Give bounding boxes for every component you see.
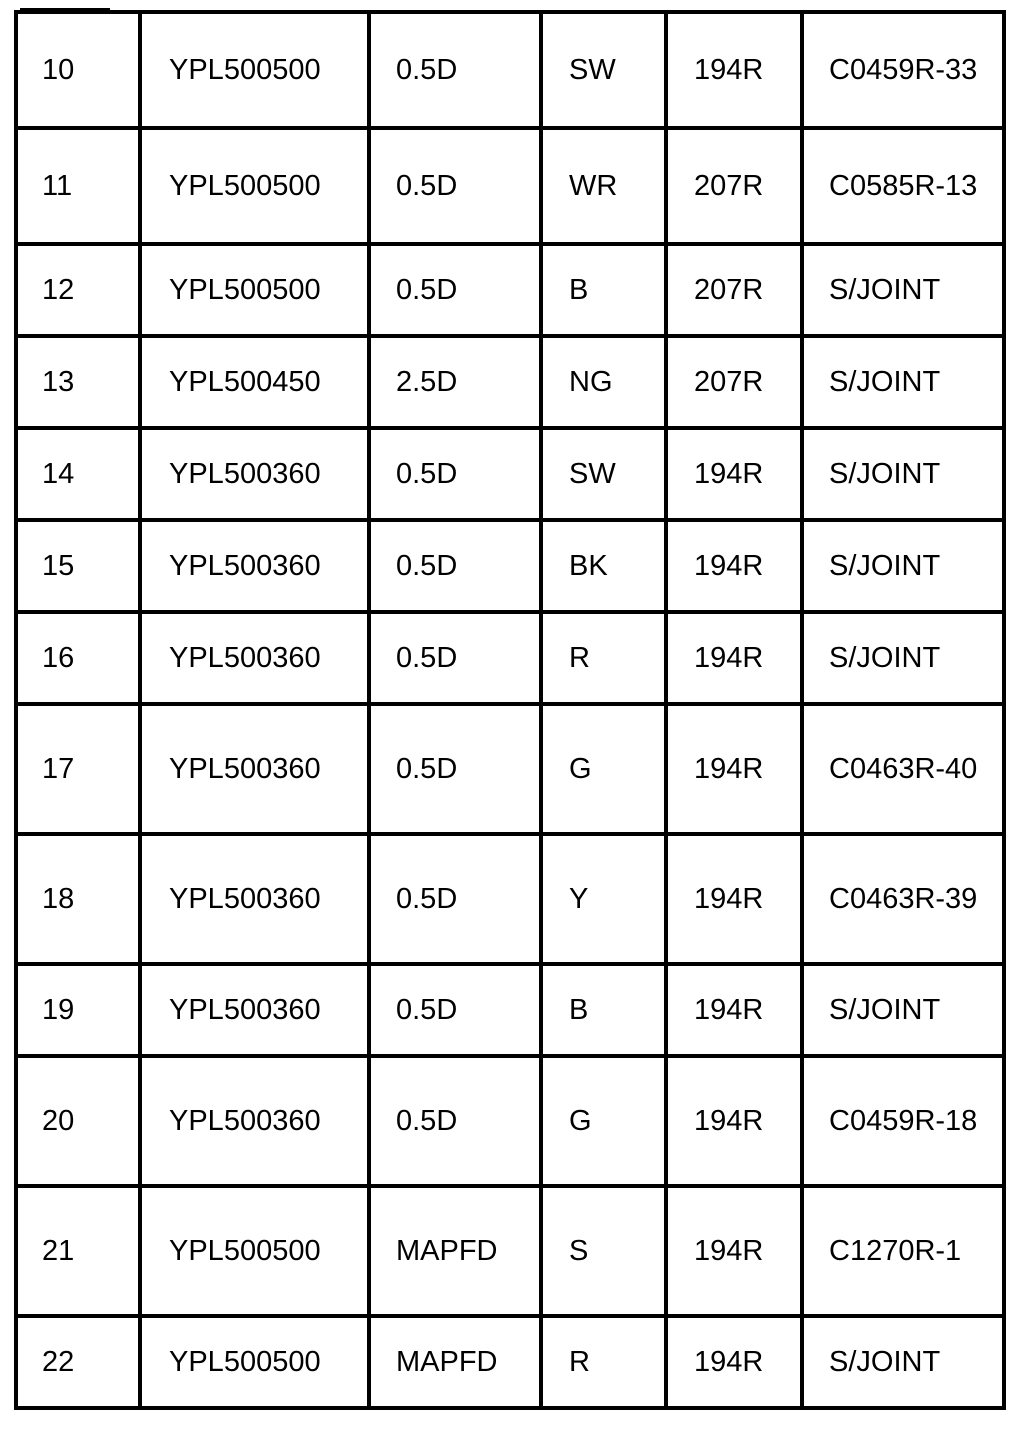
- connection: S/JOINT: [802, 244, 1004, 336]
- connection: C0585R-13: [802, 128, 1004, 244]
- part-number: YPL500450: [140, 336, 369, 428]
- spec-code: 194R: [666, 520, 802, 612]
- wire-color: BK: [541, 520, 666, 612]
- wire-size: MAPFD: [369, 1316, 541, 1408]
- part-number: YPL500500: [140, 12, 369, 128]
- row-number: 19: [16, 964, 140, 1056]
- wire-color: SW: [541, 12, 666, 128]
- wire-color: B: [541, 964, 666, 1056]
- wire-color: R: [541, 612, 666, 704]
- spec-code: 194R: [666, 12, 802, 128]
- wire-size: 0.5D: [369, 964, 541, 1056]
- wire-color: B: [541, 244, 666, 336]
- part-number: YPL500360: [140, 428, 369, 520]
- connection: S/JOINT: [802, 520, 1004, 612]
- row-number: 11: [16, 128, 140, 244]
- wire-size: 0.5D: [369, 128, 541, 244]
- row-number: 16: [16, 612, 140, 704]
- spec-code: 194R: [666, 1056, 802, 1186]
- table-row: [16, 704, 1004, 834]
- wire-size: 0.5D: [369, 834, 541, 964]
- part-number: YPL500500: [140, 128, 369, 244]
- row-number: 20: [16, 1056, 140, 1186]
- wire-color: WR: [541, 128, 666, 244]
- spec-code: 207R: [666, 244, 802, 336]
- table-row: [16, 244, 1004, 336]
- table-row: [16, 612, 1004, 704]
- table-row: [16, 1316, 1004, 1408]
- wire-size: 0.5D: [369, 704, 541, 834]
- table-row: [16, 834, 1004, 964]
- wire-color: Y: [541, 834, 666, 964]
- part-number: YPL500360: [140, 834, 369, 964]
- row-number: 12: [16, 244, 140, 336]
- wire-size: 0.5D: [369, 520, 541, 612]
- table-row: [16, 12, 1004, 128]
- wire-size: 0.5D: [369, 612, 541, 704]
- table-row: [16, 520, 1004, 612]
- row-number: 17: [16, 704, 140, 834]
- wire-color: NG: [541, 336, 666, 428]
- row-number: 15: [16, 520, 140, 612]
- connection: C0459R-33: [802, 12, 1004, 128]
- spec-code: 194R: [666, 964, 802, 1056]
- wire-size: 2.5D: [369, 336, 541, 428]
- row-number: 14: [16, 428, 140, 520]
- table-row: [16, 336, 1004, 428]
- connection: C1270R-1: [802, 1186, 1004, 1316]
- row-number: 21: [16, 1186, 140, 1316]
- table-row: [16, 128, 1004, 244]
- spec-code: 194R: [666, 704, 802, 834]
- table-row: [16, 428, 1004, 520]
- part-number: YPL500500: [140, 1316, 369, 1408]
- row-number: 18: [16, 834, 140, 964]
- wire-color: S: [541, 1186, 666, 1316]
- connection: S/JOINT: [802, 612, 1004, 704]
- spec-code: 194R: [666, 428, 802, 520]
- wire-color: R: [541, 1316, 666, 1408]
- connection: S/JOINT: [802, 428, 1004, 520]
- row-number: 10: [16, 12, 140, 128]
- wire-color: SW: [541, 428, 666, 520]
- spec-code: 207R: [666, 128, 802, 244]
- wire-size: MAPFD: [369, 1186, 541, 1316]
- row-number: 13: [16, 336, 140, 428]
- spec-code: 207R: [666, 336, 802, 428]
- part-number: YPL500360: [140, 1056, 369, 1186]
- part-number: YPL500360: [140, 704, 369, 834]
- table-row: [16, 964, 1004, 1056]
- part-number: YPL500500: [140, 244, 369, 336]
- wire-color: G: [541, 1056, 666, 1186]
- spec-code: 194R: [666, 834, 802, 964]
- wire-color: G: [541, 704, 666, 834]
- wire-size: 0.5D: [369, 244, 541, 336]
- spec-code: 194R: [666, 1186, 802, 1316]
- wire-size: 0.5D: [369, 428, 541, 520]
- part-number: YPL500360: [140, 612, 369, 704]
- connection: S/JOINT: [802, 1316, 1004, 1408]
- connection: S/JOINT: [802, 964, 1004, 1056]
- wire-size: 0.5D: [369, 1056, 541, 1186]
- wire-spec-table: [14, 10, 1006, 1410]
- part-number: YPL500360: [140, 964, 369, 1056]
- part-number: YPL500500: [140, 1186, 369, 1316]
- spec-code: 194R: [666, 1316, 802, 1408]
- connection: C0459R-18: [802, 1056, 1004, 1186]
- table-row: [16, 1056, 1004, 1186]
- wire-size: 0.5D: [369, 12, 541, 128]
- row-number: 22: [16, 1316, 140, 1408]
- connection: C0463R-40: [802, 704, 1004, 834]
- connection: C0463R-39: [802, 834, 1004, 964]
- part-number: YPL500360: [140, 520, 369, 612]
- table-row: [16, 1186, 1004, 1316]
- connection: S/JOINT: [802, 336, 1004, 428]
- spec-code: 194R: [666, 612, 802, 704]
